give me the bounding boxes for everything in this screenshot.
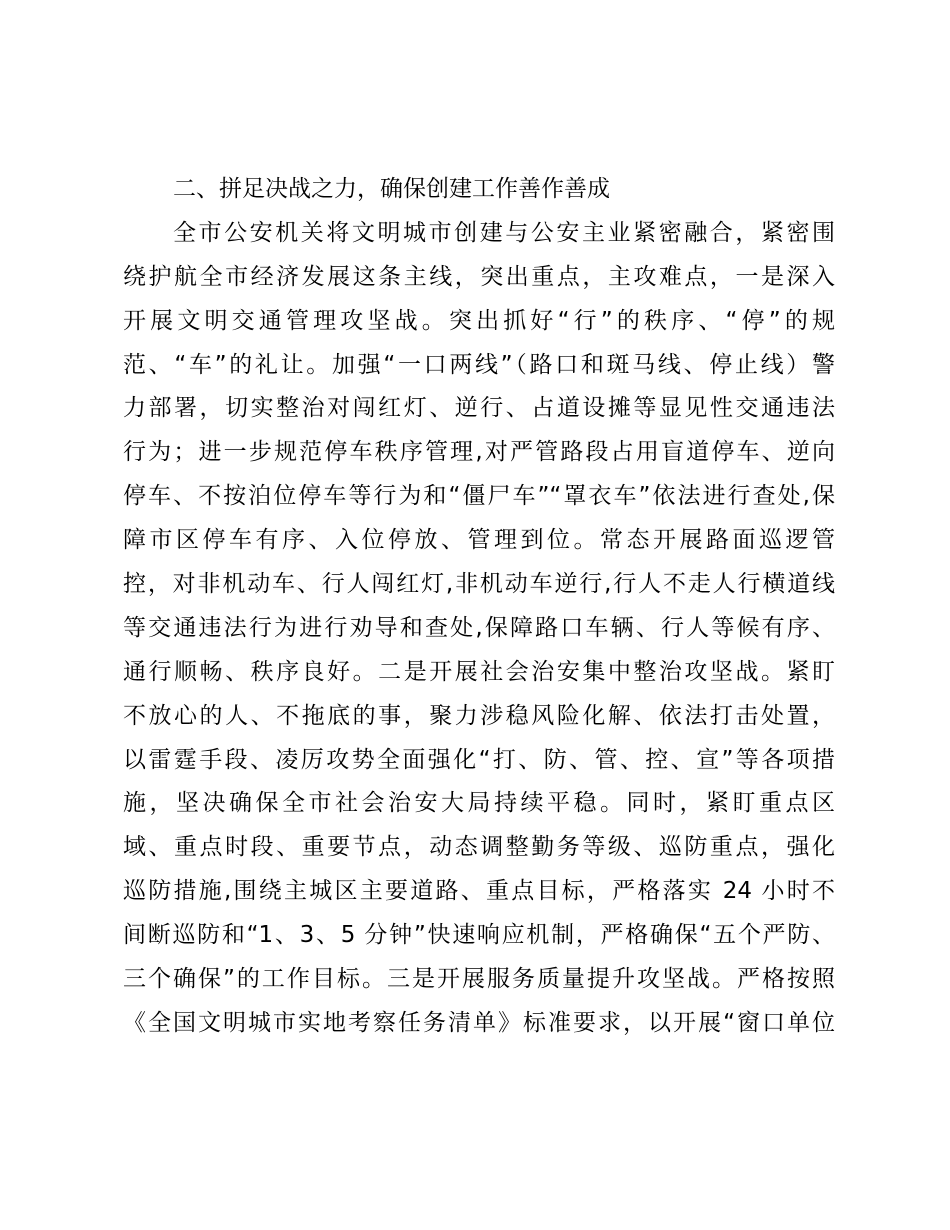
paragraph-line: 不放心的人、不拖底的事，聚力涉稳风险化解、依法打击处置， [123,702,835,729]
paragraph-line: 行为；进一步规范停车秩序管理,对严管路段占用盲道停车、逆向 [123,439,835,466]
paragraph-line: 间断巡防和“1、3、5 分钟”快速响应机制，严格确保“五个严防、 [123,922,835,949]
paragraph-line: 绕护航全市经济发展这条主线，突出重点，主攻难点，一是深入 [123,263,835,290]
paragraph-line: 巡防措施,围绕主城区主要道路、重点目标，严格落实 24 小时不 [123,878,835,905]
paragraph-line: 通行顺畅、秩序良好。二是开展社会治安集中整治攻坚战。紧盯 [123,658,835,685]
paragraph-line: 域、重点时段、重要节点，动态调整勤务等级、巡防重点，强化 [123,834,835,861]
paragraph-line: 力部署，切实整治对闯红灯、逆行、占道设摊等显见性交通违法 [123,395,835,422]
paragraph-line: 开展文明交通管理攻坚战。突出抓好“行”的秩序、“停”的规 [123,307,835,334]
section-heading: 二、拼足决战之力，确保创建工作善作善成 [173,176,610,202]
paragraph-line: 以雷霆手段、凌厉攻势全面强化“打、防、管、控、宣”等各项措 [123,746,835,773]
paragraph-line: 三个确保”的工作目标。三是开展服务质量提升攻坚战。严格按照 [123,966,835,993]
document-body [123,168,835,1046]
paragraph-line: 障市区停车有序、入位停放、管理到位。常态开展路面巡逻管 [123,527,835,554]
paragraph-line: 全市公安机关将文明城市创建与公安主业紧密融合，紧密围 [173,219,835,246]
paragraph-line: 范、“车”的礼让。加强“一口两线”（路口和斑马线、停止线）警 [123,351,835,378]
paragraph-line: 施，坚决确保全市社会治安大局持续平稳。同时，紧盯重点区 [123,790,835,817]
paragraph-line: 停车、不按泊位停车等行为和“僵尸车”“罩衣车”依法进行查处,保 [123,483,835,510]
paragraph-line: 《全国文明城市实地考察任务清单》标准要求，以开展“窗口单位 [123,1009,835,1036]
paragraph-line: 控，对非机动车、行人闯红灯,非机动车逆行,行人不走人行横道线 [123,571,835,598]
paragraph-line: 等交通违法行为进行劝导和查处,保障路口车辆、行人等候有序、 [123,614,835,641]
